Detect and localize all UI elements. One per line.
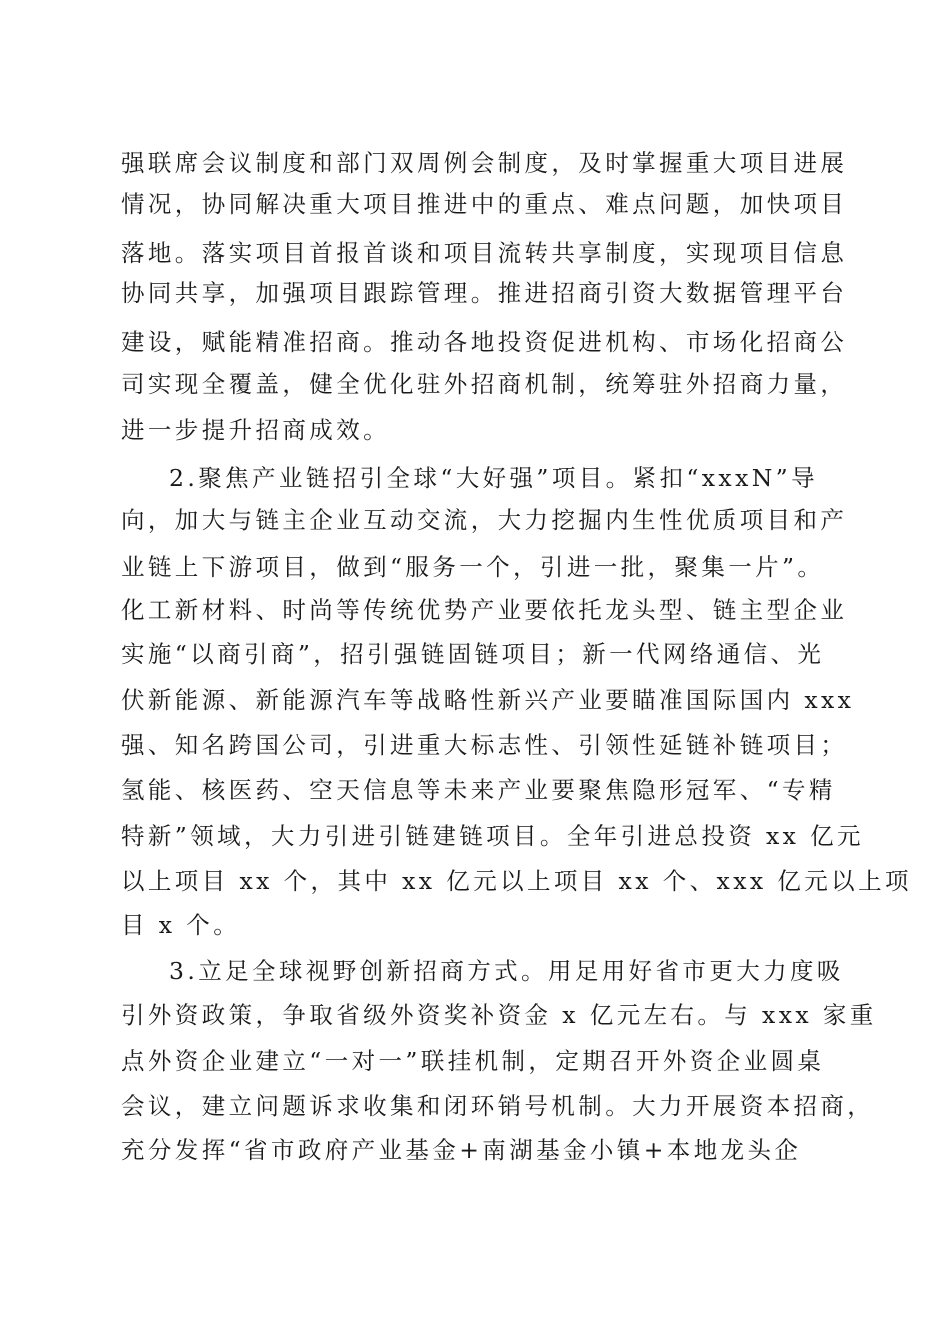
text-line: 协同共享，加强项目跟踪管理。推进招商引资大数据管理平台	[121, 279, 848, 307]
text-line: 实施“以商引商”，招引强链固链项目；新一代网络通信、光	[121, 640, 825, 668]
text-line: 目 x 个。	[121, 911, 241, 939]
text-line: 业链上下游项目，做到“服务一个，引进一批，聚集一片”。	[121, 553, 825, 581]
text-line: 情况，协同解决重大项目推进中的重点、难点问题，加快项目	[121, 190, 848, 218]
text-line: 建设，赋能精准招商。推动各地投资促进机构、市场化招商公	[121, 328, 848, 356]
text-line: 化工新材料、时尚等传统优势产业要依托龙头型、链主型企业	[121, 596, 848, 624]
text-line: 氢能、核医药、空天信息等未来产业要聚焦隐形冠军、“专精	[121, 776, 836, 804]
text-line: 强、知名跨国公司，引进重大标志性、引领性延链补链项目；	[121, 731, 848, 759]
text-line: 伏新能源、新能源汽车等战略性新兴产业要瞄准国际国内 xxx	[121, 686, 855, 714]
text-line: 充分发挥“省市政府产业基金+南湖基金小镇+本地龙头企	[121, 1136, 802, 1164]
section-heading-line: 2.聚焦产业链招引全球“大好强”项目。紧扣“xxxN”导	[169, 464, 818, 492]
section-heading-line: 3.立足全球视野创新招商方式。用足用好省市更大力度吸	[169, 957, 844, 985]
text-line: 会议，建立问题诉求收集和闭环销号机制。大力开展资本招商，	[121, 1092, 875, 1120]
text-line: 引外资政策，争取省级外资奖补资金 x 亿元左右。与 xxx 家重	[121, 1001, 877, 1029]
text-line: 强联席会议制度和部门双周例会制度，及时掌握重大项目进展	[121, 149, 848, 177]
text-line: 进一步提升招商成效。	[121, 416, 390, 444]
text-line: 以上项目 xx 个，其中 xx 亿元以上项目 xx 个、xxx 亿元以上项	[121, 867, 912, 895]
text-line: 司实现全覆盖，健全优化驻外招商机制，统筹驻外招商力量，	[121, 370, 848, 398]
text-line: 点外资企业建立“一对一”联挂机制，定期召开外资企业圆桌	[121, 1047, 825, 1075]
text-line: 落地。落实项目首报首谈和项目流转共享制度，实现项目信息	[121, 239, 848, 267]
text-line: 特新”领域，大力引进引链建链项目。全年引进总投资 xx 亿元	[121, 822, 864, 850]
text-line: 向，加大与链主企业互动交流，大力挖掘内生性优质项目和产	[121, 506, 848, 534]
